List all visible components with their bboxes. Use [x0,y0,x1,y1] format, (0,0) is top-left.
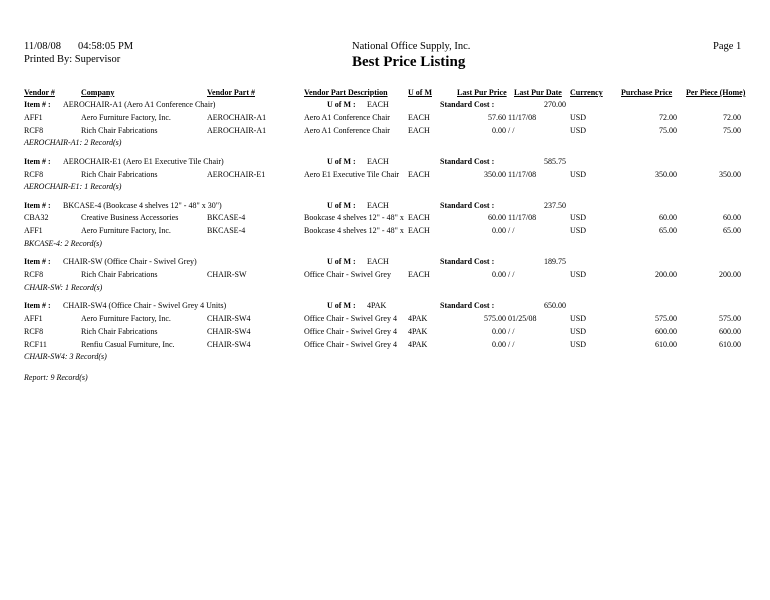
cell-last-date: / / [508,339,515,349]
item-uofm: EACH [367,200,389,210]
cell-part: BKCASE-4 [207,226,246,236]
cell-per-piece: 200.00 [719,270,741,280]
cell-vendor: RCF8 [24,270,44,280]
cell-purchase-price: 72.00 [659,112,677,122]
cell-last-price: 57.60 [488,112,506,122]
uofm-label: U of M : [327,100,356,109]
cell-desc: Office Chair - Swivel Grey 4 [304,339,397,349]
cell-vendor: CBA32 [24,213,49,223]
col-vendor-part-description: Vendor Part Description [304,88,388,97]
uofm-label: U of M : [327,257,356,267]
item-uofm: 4PAK [367,301,387,311]
item-label: Item # : [24,200,51,210]
cell-per-piece: 60.00 [723,213,741,223]
cell-per-piece: 350.00 [719,169,741,179]
cell-purchase-price: 575.00 [655,314,677,323]
cell-desc: Office Chair - Swivel Grey 4 [304,314,397,323]
item-uofm: EACH [367,156,389,166]
standard-cost-label: Standard Cost : [440,257,495,267]
cell-company: Aero Furniture Factory, Inc. [81,314,171,323]
cell-desc: Aero A1 Conference Chair [304,112,390,122]
item-record-count: AEROCHAIR-E1: 1 Record(s) [24,182,122,192]
cell-part: CHAIR-SW4 [207,326,251,336]
cell-uofm: EACH [408,213,430,223]
uofm-label: U of M : [327,156,356,166]
col-last-pur-date: Last Pur Date [514,88,562,97]
uofm-label: U of M : [327,200,356,210]
cell-part: CHAIR-SW4 [207,339,251,349]
standard-cost-label: Standard Cost : [440,156,495,166]
cell-uofm: EACH [408,125,430,135]
cell-currency: USD [570,270,587,280]
cell-per-piece: 75.00 [723,125,741,135]
item-label: Item # : [24,100,51,109]
page-number: Page 1 [713,41,742,52]
cell-last-price: 350.00 [484,169,506,179]
cell-currency: USD [570,314,587,323]
cell-last-date: / / [508,326,515,336]
report-time: 04:58:05 PM [78,41,134,52]
item-uofm: EACH [367,257,389,267]
item-description: BKCASE-4 (Bookcase 4 shelves 12" - 48" x 30") [63,200,222,210]
item-description: CHAIR-SW (Office Chair - Swivel Grey) [63,257,197,267]
item-record-count: CHAIR-SW: 1 Record(s) [24,282,103,292]
cell-last-price: 0.00 [492,270,506,280]
cell-currency: USD [570,213,587,223]
cell-currency: USD [570,339,587,349]
printed-by: Printed By: Supervisor [24,54,121,65]
item-uofm: EACH [367,100,389,109]
cell-company: Renfiu Casual Furniture, Inc. [81,339,175,349]
standard-cost-label: Standard Cost : [440,100,495,109]
cell-vendor: RCF8 [24,125,44,135]
cell-desc: Office Chair - Swivel Grey [304,270,391,280]
cell-company: Creative Business Accessories [81,213,179,223]
cell-last-price: 0.00 [492,125,506,135]
cell-last-price: 60.00 [488,213,506,223]
cell-uofm: EACH [408,226,430,236]
item-description: AEROCHAIR-E1 (Aero E1 Executive Tile Chair) [63,156,224,166]
standard-cost-value: 585.75 [544,156,566,166]
cell-company: Rich Chair Fabrications [81,169,158,179]
col-currency: Currency [570,88,603,97]
cell-purchase-price: 75.00 [659,125,677,135]
item-label: Item # : [24,156,51,166]
cell-uofm: 4PAK [408,339,428,349]
cell-last-price: 0.00 [492,326,506,336]
cell-part: CHAIR-SW4 [207,314,251,323]
standard-cost-value: 270.00 [544,100,566,109]
cell-uofm: 4PAK [408,326,428,336]
cell-purchase-price: 350.00 [655,169,677,179]
cell-company: Rich Chair Fabrications [81,326,158,336]
report-date: 11/08/08 [24,41,61,52]
cell-purchase-price: 610.00 [655,339,677,349]
cell-last-date: / / [508,125,515,135]
cell-vendor: RCF8 [24,169,44,179]
col-purchase-price: Purchase Price [621,88,673,97]
col-vendor: Vendor # [24,88,55,97]
cell-currency: USD [570,112,587,122]
cell-purchase-price: 600.00 [655,326,677,336]
cell-uofm: 4PAK [408,314,428,323]
cell-currency: USD [570,169,587,179]
cell-last-price: 0.00 [492,339,506,349]
item-record-count: CHAIR-SW4: 3 Record(s) [24,352,107,362]
col-uofm: U of M [408,88,432,97]
cell-last-date: / / [508,226,515,236]
cell-vendor: AFF1 [24,226,43,236]
cell-per-piece: 610.00 [719,339,741,349]
cell-uofm: EACH [408,112,430,122]
item-description: CHAIR-SW4 (Office Chair - Swivel Grey 4 Units) [63,301,227,311]
cell-currency: USD [570,226,587,236]
cell-part: AEROCHAIR-A1 [207,112,267,122]
cell-company: Aero Furniture Factory, Inc. [81,112,171,122]
standard-cost-label: Standard Cost : [440,200,495,210]
cell-purchase-price: 65.00 [659,226,677,236]
cell-currency: USD [570,326,587,336]
cell-per-piece: 600.00 [719,326,741,336]
cell-last-date: 11/17/08 [508,213,537,223]
cell-part: CHAIR-SW [207,270,247,280]
standard-cost-value: 650.00 [544,301,566,311]
cell-vendor: AFF1 [24,314,43,323]
cell-desc: Aero E1 Executive Tile Chair [304,169,400,179]
item-description: AEROCHAIR-A1 (Aero A1 Conference Chair) [63,100,216,109]
item-label: Item # : [24,301,51,311]
cell-per-piece: 65.00 [723,226,741,236]
cell-last-price: 575.00 [484,314,506,323]
col-vendor-part: Vendor Part # [207,88,255,97]
cell-desc: Aero A1 Conference Chair [304,125,390,135]
cell-last-date: / / [508,270,515,280]
cell-company: Rich Chair Fabrications [81,270,158,280]
cell-desc: Office Chair - Swivel Grey 4 [304,326,397,336]
cell-desc: Bookcase 4 shelves 12" - 48" x [304,213,404,223]
cell-per-piece: 72.00 [723,112,741,122]
cell-part: AEROCHAIR-E1 [207,169,266,179]
col-per-piece-home: Per Piece (Home) [686,88,746,97]
cell-per-piece: 575.00 [719,314,741,323]
cell-last-date: 11/17/08 [508,112,537,122]
cell-part: AEROCHAIR-A1 [207,125,267,135]
uofm-label: U of M : [327,301,356,311]
standard-cost-value: 189.75 [544,257,566,267]
report-record-count: Report: 9 Record(s) [24,372,88,382]
cell-desc: Bookcase 4 shelves 12" - 48" x [304,226,404,236]
cell-company: Rich Chair Fabrications [81,125,158,135]
cell-purchase-price: 200.00 [655,270,677,280]
cell-vendor: RCF11 [24,339,47,349]
standard-cost-value: 237.50 [544,200,566,210]
cell-last-date: 01/25/08 [508,314,537,323]
item-record-count: AEROCHAIR-A1: 2 Record(s) [24,138,122,148]
cell-last-price: 0.00 [492,226,506,236]
item-label: Item # : [24,257,51,267]
item-record-count: BKCASE-4: 2 Record(s) [24,239,102,248]
cell-purchase-price: 60.00 [659,213,677,223]
cell-company: Aero Furniture Factory, Inc. [81,226,171,236]
cell-vendor: AFF1 [24,112,43,122]
cell-last-date: 11/17/08 [508,169,537,179]
cell-vendor: RCF8 [24,326,44,336]
company-name: National Office Supply, Inc. [352,41,471,52]
cell-uofm: EACH [408,270,430,280]
col-company: Company [81,88,115,97]
standard-cost-label: Standard Cost : [440,301,495,311]
col-last-pur-price: Last Pur Price [457,88,507,97]
cell-currency: USD [570,125,587,135]
cell-part: BKCASE-4 [207,213,246,223]
cell-uofm: EACH [408,169,430,179]
report-title: Best Price Listing [352,54,466,70]
